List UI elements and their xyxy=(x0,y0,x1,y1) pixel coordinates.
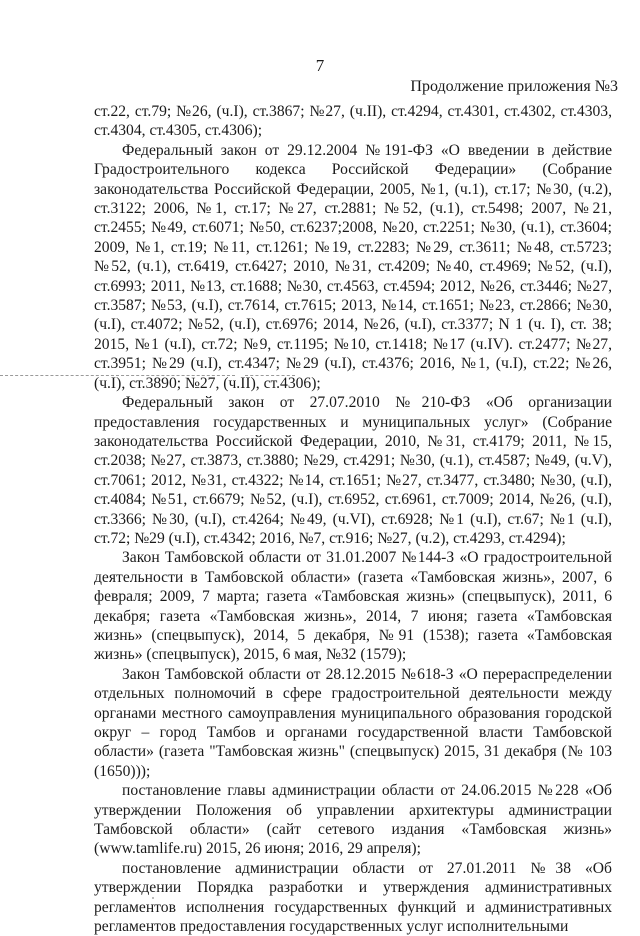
paragraph: постановление главы администрации области от 24.06.2015 №228 «Об утверждении Положения об управлении архитектуры администрации Тамбовской области» (сайт сетевого издания «Тамбовская жизнь» (www.tamlife.ru) 2015, 26 июня; 2016, 29 апреля); xyxy=(94,782,612,858)
paragraph: Закон Тамбовской области от 31.01.2007 №144-З «О градостроительной деятельности в Тамбовской области» (газета «Тамбовская жизнь», 2007, 6 февраля; 2009, 7 марта; газета «Тамбовская жизнь» (спецвыпуск), 2011, 6 декабря; газета «Тамбовская жизнь», 2014, 7 июня; газета «Тамбовская жизнь» (спецвыпуск), 2014, 5 декабря, №91 (1538); газета «Тамбовская жизнь» (спецвыпуск), 2015, 6 мая, №32 (1579); xyxy=(94,549,612,664)
paragraph: постановление администрации области от 27.01.2011 №38 «Об утверждении Порядка разработки и утверждения административных регламентов исполнения государственных функций и административных регламентов предоставления государственных услуг исполнительными xyxy=(94,859,612,936)
paragraph: Закон Тамбовской области от 28.12.2015 №618-З «О перераспределении отдельных полномочий в сфере градостроительной деятельности между органами местного самоуправления муниципального образования городской округ – город Тамбов и органами государственной власти Тамбовской области» (газета "Тамбовская жизнь" (спецвыпуск) 2015, 31 декабря (№ 103 (1650))); xyxy=(94,665,612,780)
scan-artifact-dot xyxy=(152,897,154,899)
paragraph: ст.22, ст.79; №26, (ч.I), ст.3867; №27, (ч.II), ст.4294, ст.4301, ст.4302, ст.4303, ст.4304, ст.4305, ст.4306); xyxy=(94,103,612,140)
paragraph: Федеральный закон от 27.07.2010 №210-ФЗ «Об организации предоставления государственных и муниципальных услуг» (Собрание законодательства Российской Федерации, 2010, №31, ст.4179; 2011, №15, ст.2038; №27, ст.3873, ст.3880; №29, ст.4291; №30, (ч.1), ст.4587; №49, (ч.V), ст.7061; 2012, №31, ст.4322; №14, ст.1651; №27, ст.3477, ст.3480; №30, (ч.I), ст.4084; №51, ст.6679; №52, (ч.I), ст.6952, ст.6961, ст.7009; 2014, №26, (ч.I), ст.3366; №30, (ч.I), ст.4264; №49, (ч.VI), ст.6928; №1 (ч.I), ст.67; №1 (ч.I), ст.72; №29 (ч.I), ст.4342; 2016, №7, ст.916; №27, (ч.2), ст.4293, ст.4294); xyxy=(94,394,612,547)
page-number: 7 xyxy=(315,56,325,75)
document-body xyxy=(94,102,612,936)
continuation-label: Продолжение приложения №3 xyxy=(410,78,618,95)
paragraph: Федеральный закон от 29.12.2004 №191-ФЗ «О введении в действие Градостроительного кодекса Российской Федерации» (Собрание законодательства Российской Федерации, 2005, №1, (ч.1), ст.17; №30, (ч.2), ст.3122; 2006, №1, ст.17; №27, ст.2881; №52, (ч.1), ст.5498; 2007, №21, ст.2455; №49, ст.6071; №50, ст.6237;2008, №20, ст.2251; №30, (ч.1), ст.3604; 2009, №1, ст.19; №11, ст.1261; №19, ст.2283; №29, ст.3611; №48, ст.5723; №52, (ч.1), ст.6419, ст.6427; 2010, №31, ст.4209; №40, ст.4969; №52, (ч.I), ст.6993; 2011, №13, ст.1688; №30, ст.4563, ст.4594; 2012, №26, ст.3446; №27, ст.3587; №53, (ч.I), ст.7614, ст.7615; 2013, №14, ст.1651; №23, ст.2866; №30, (ч.I), ст.4072; №52, (ч.I), ст.6976; 2014, №26, (ч.I), ст.3377; N 1 (ч. I), ст. 38; 2015, №1 (ч.I), ст.72; №9, ст.1195; №10, ст.1418; №17 (ч.IV). ст.2477; №27, ст.3951; №29 (ч.I), ст.4347; №29 (ч.I), ст.4376; 2016, №1, (ч.I), ст.22; №26, (ч.I), ст.3890; №27, (ч.II), ст.4306); xyxy=(94,141,612,392)
